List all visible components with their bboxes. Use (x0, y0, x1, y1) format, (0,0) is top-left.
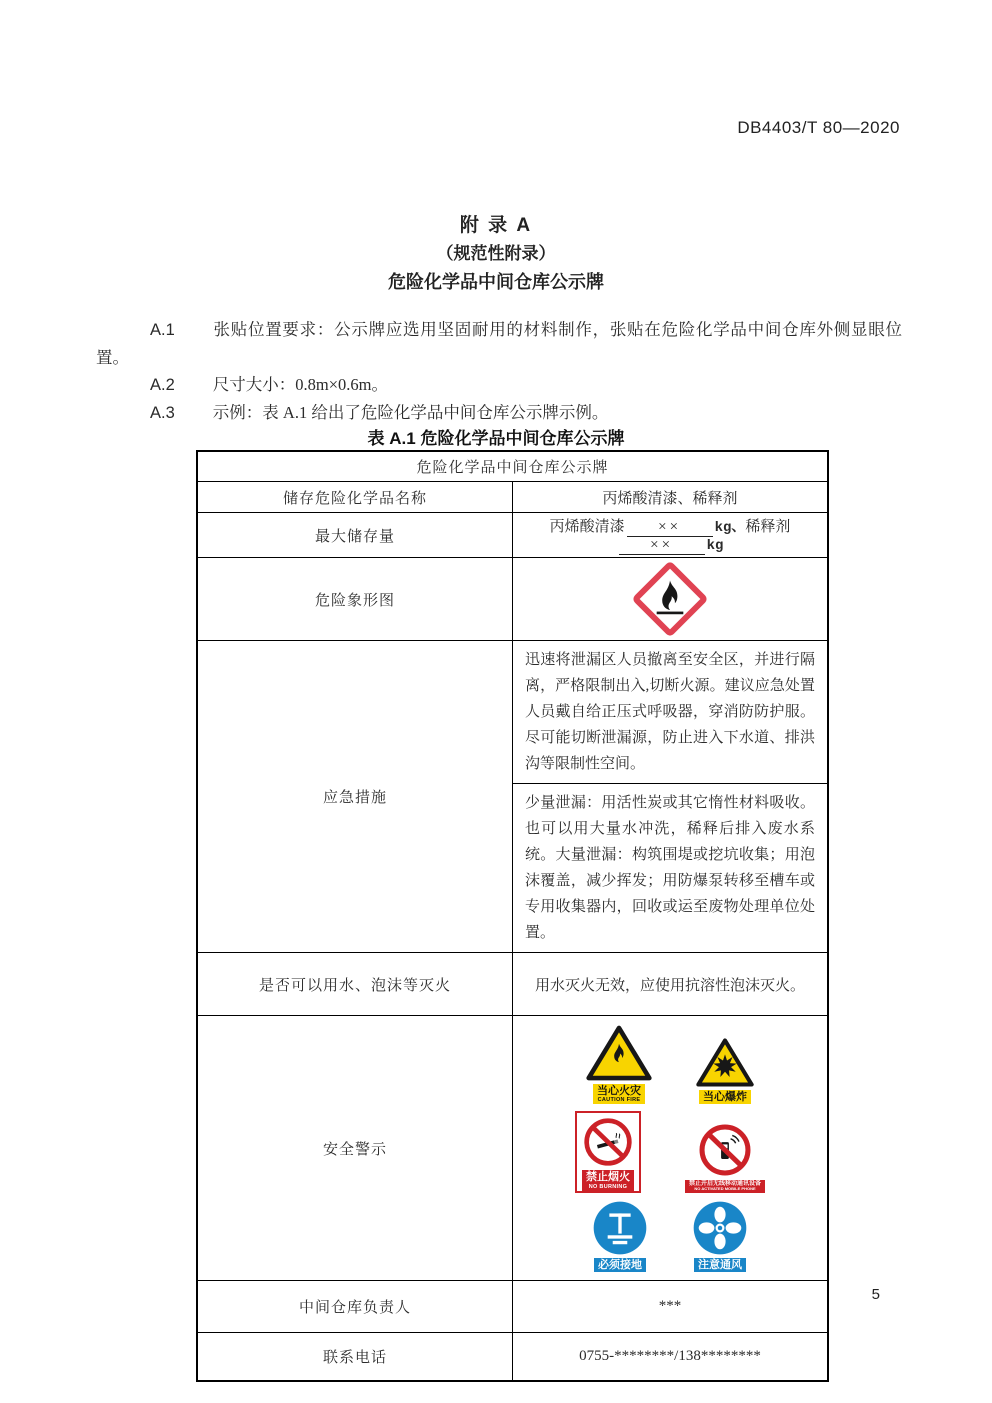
phone-label: 联系电话 (197, 1333, 513, 1382)
water-foam-value: 用水灭火无效，应使用抗溶性泡沫灭火。 (513, 953, 829, 1016)
max-storage-unit2: kg (706, 538, 724, 554)
must-connect-earth-banner: 必须接地 (594, 1258, 646, 1272)
clause-a2-text: 尺寸大小：0.8m×0.6m。 (212, 375, 389, 394)
appendix-titles (0, 212, 992, 296)
safety-sign-attention-ventilation (692, 1200, 748, 1272)
emergency-leakage-text: 少量泄漏：用活性炭或其它惰性材料吸收。也可以用大量水冲洗，稀释后排入废水系统。大量泄漏：构筑围堤或挖坑收集；用泡沫覆盖，减少挥发；用防爆泵转移至槽车或专用收集器内，回收或运至废物处理单位处置。 (513, 784, 829, 953)
table-row-emergency-1 (197, 641, 828, 784)
safety-sign-caution-fire (586, 1024, 652, 1104)
clause-a3 (96, 399, 902, 427)
pictogram-label: 危险象形图 (197, 558, 513, 641)
max-storage-unit1: kg、 (714, 520, 746, 536)
clause-a2 (96, 371, 902, 399)
table-row-chemical-name (197, 482, 828, 513)
no-burning-banner: 禁止烟火 NO BURNING (582, 1170, 634, 1190)
notice-board-table (196, 450, 829, 1382)
clause-a1-text: 张贴位置要求：公示牌应选用坚固耐用的材料制作，张贴在危险化学品中间仓库外侧显眼位置。 (96, 320, 902, 367)
max-storage-item2: 稀释剂 (745, 519, 791, 535)
safety-sign-grid (523, 1018, 817, 1278)
caution-explosion-banner: 当心爆炸 (699, 1090, 751, 1104)
table-row-manager (197, 1281, 828, 1333)
table-row-water-foam (197, 953, 828, 1016)
clause-a3-number: A.3 (150, 404, 175, 422)
table-caption: 表 A.1 危险化学品中间仓库公示牌 (367, 429, 625, 448)
safety-warning-cell (513, 1016, 829, 1281)
safety-sign-must-connect-earth (592, 1200, 648, 1272)
max-storage-item1: 丙烯酸清漆 (549, 519, 625, 535)
ghs-flame-pictogram-icon (633, 562, 707, 636)
sign-row-prohibition (575, 1111, 765, 1192)
chemical-name-value: 丙烯酸清漆、稀释剂 (513, 482, 829, 513)
appendix-subheading: （规范性附录） (436, 244, 556, 263)
clauses (96, 316, 902, 427)
attention-ventilation-banner: 注意通风 (694, 1258, 746, 1272)
manager-value: *** (513, 1281, 829, 1333)
appendix-heading: 附 录 A (459, 215, 533, 236)
standard-code: DB4403/T 80—2020 (737, 118, 900, 137)
safety-sign-no-mobile-phone (685, 1122, 765, 1193)
manager-label: 中间仓库负责人 (197, 1281, 513, 1333)
must-connect-earth-icon (592, 1200, 648, 1256)
table-row-pictogram (197, 558, 828, 641)
caution-fire-banner: 当心火灾 CAUTION FIRE (593, 1084, 645, 1104)
table-row-phone (197, 1333, 828, 1382)
board-title: 危险化学品中间仓库公示牌 (197, 451, 828, 482)
table-row-board-title (197, 451, 828, 482)
safety-sign-no-burning (575, 1111, 641, 1192)
safety-warning-label: 安全警示 (197, 1016, 513, 1281)
max-storage-value (513, 513, 829, 558)
clause-a1-number: A.1 (150, 321, 175, 339)
page-number: 5 (871, 1286, 880, 1303)
sign-row-warning (586, 1024, 754, 1104)
emergency-evacuation-text: 迅速将泄漏区人员撤离至安全区，并进行隔离，严格限制出入,切断火源。建议应急处置人员戴自给正压式呼吸器，穿消防防护服。尽可能切断泄漏源，防止进入下水道、排洪沟等限制性空间。 (513, 641, 829, 784)
clause-a2-number: A.2 (150, 376, 175, 394)
attention-ventilation-icon (692, 1200, 748, 1256)
max-storage-label: 最大储存量 (197, 513, 513, 558)
no-mobile-phone-banner: 禁止开启无线移动通讯设备 NO ACTIVATED MOBILE PHONE (685, 1180, 765, 1193)
table-row-safety-warning (197, 1016, 828, 1281)
max-storage-qty1-blank: ×× (627, 519, 713, 537)
water-foam-label: 是否可以用水、泡沫等灭火 (197, 953, 513, 1016)
pictogram-cell (513, 558, 829, 641)
caution-explosion-icon (696, 1037, 754, 1088)
max-storage-qty2-blank: ×× (619, 537, 705, 555)
no-burning-icon (582, 1116, 634, 1168)
emergency-label: 应急措施 (197, 641, 513, 953)
safety-sign-caution-explosion (696, 1037, 754, 1104)
appendix-title: 危险化学品中间仓库公示牌 (388, 272, 604, 292)
clause-a1 (96, 316, 902, 371)
no-mobile-phone-icon (697, 1122, 753, 1178)
caution-fire-icon (586, 1024, 652, 1082)
chemical-name-label: 储存危险化学品名称 (197, 482, 513, 513)
clause-a3-text: 示例：表 A.1 给出了危险化学品中间仓库公示牌示例。 (212, 403, 609, 422)
phone-value: 0755-********/138******** (513, 1333, 829, 1382)
table-row-max-storage (197, 513, 828, 558)
sign-row-mandatory (592, 1200, 748, 1272)
